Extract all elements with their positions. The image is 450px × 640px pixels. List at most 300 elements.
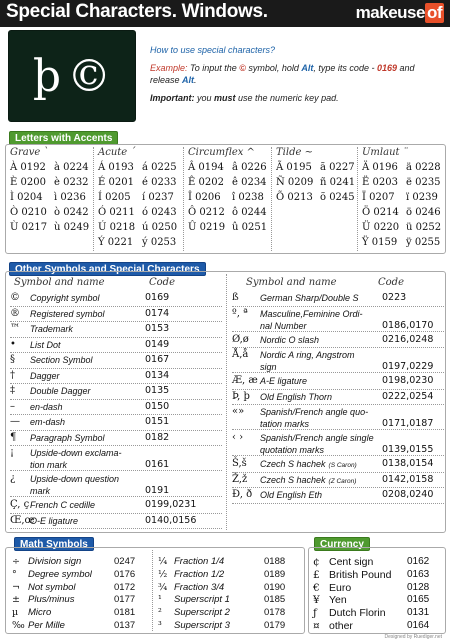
currency-row: [313, 607, 386, 619]
accent-entry: Ó 0211: [98, 207, 135, 218]
math-symbols-table: [5, 547, 305, 634]
accent-entry: Á 0193: [98, 162, 134, 173]
symbol-name: [260, 391, 332, 403]
symbol-name: Division sign: [28, 556, 82, 567]
special-chars-badge: [8, 30, 136, 122]
accent-entry: ë 0235: [406, 177, 441, 188]
accent-entry: â 0226: [232, 162, 267, 173]
symbol-glyph: Ž,ž: [232, 473, 248, 485]
accent-entry: Ö 0214: [362, 207, 399, 218]
other-symbols-table: [5, 271, 446, 533]
accent-entry: Ê 0202: [188, 177, 224, 188]
currency-name: Yen: [329, 594, 347, 607]
symbol-name-text: Old English Thorn: [260, 391, 333, 402]
right-head-code: Code: [378, 277, 404, 288]
symbol-name-text: Masculine,Feminine Ordi-: [260, 308, 363, 319]
accent-entry: ï 0239: [406, 192, 438, 203]
copyright-glyph: ©: [67, 50, 112, 102]
symbol-glyph: Æ, æ: [232, 375, 258, 386]
symbol-name: Fraction 1/2: [174, 568, 225, 580]
symbol-row: [10, 401, 225, 413]
currency-glyph: €: [313, 581, 320, 594]
symbol-code: 0188: [264, 556, 286, 567]
symbol-name-text: Copyright symbol: [30, 293, 100, 303]
symbol-code: 0140,0156: [145, 514, 197, 526]
symbol-name: [30, 416, 65, 428]
row-rule: [232, 404, 444, 405]
accent-entry: ì 0236: [54, 192, 86, 203]
currency-row: [313, 582, 351, 594]
symbol-note: (Z Caron): [328, 477, 357, 485]
symbol-code: 0181: [114, 607, 136, 619]
accent-row: [10, 175, 94, 190]
accent-row: [188, 175, 272, 190]
symbol-name-text: tion mark: [30, 460, 68, 470]
symbol-code: 0171,0187: [382, 418, 434, 429]
accent-entry: ö 0246: [406, 207, 441, 218]
accent-row: [10, 160, 94, 175]
accent-entry: È 0200: [10, 177, 46, 188]
currency-code: 0163: [407, 568, 430, 580]
currency-row: [313, 620, 353, 632]
symbol-note: (S Caron): [328, 462, 357, 469]
symbol-name: Superscript 3: [174, 620, 230, 631]
accent-entry: ô 0244: [232, 207, 267, 218]
accent-column: [188, 147, 272, 235]
symbol-name-text: Czech S hachek: [260, 474, 326, 485]
symbol-code: 0197,0229: [382, 361, 434, 372]
designer-credit: Designed by Ruediger.net: [384, 634, 442, 640]
symbol-code: 0191: [145, 485, 170, 496]
symbol-glyph: ß: [232, 292, 239, 303]
symbol-row: [12, 569, 92, 581]
symbol-glyph: º, ª: [232, 307, 248, 319]
symbol-code: 0176: [114, 568, 136, 580]
symbol-glyph: Þ, þ: [232, 390, 250, 402]
accent-entry: Ï 0207: [362, 192, 395, 203]
symbol-glyph: Ç, ç: [10, 499, 30, 510]
row-rule: [10, 383, 222, 384]
symbol-name-text: Upside-down question: [30, 474, 120, 484]
symbol-row: [158, 556, 224, 568]
accent-row: [98, 190, 182, 205]
symbol-code: 0190: [264, 581, 286, 593]
symbol-name: [260, 432, 374, 456]
symbol-code: 0247: [114, 556, 136, 567]
accent-entry: À 0192: [10, 162, 46, 173]
row-rule: [232, 487, 444, 488]
others-label: Other Symbols and Special Characters: [9, 262, 206, 276]
symbol-name: [30, 323, 73, 335]
symbol-name-text: quotation marks: [260, 445, 325, 455]
symbol-name-text: German Sharp/Double S: [260, 293, 359, 303]
accent-row: [362, 205, 446, 220]
symbol-glyph: —: [10, 416, 20, 427]
symbol-code: 0179: [264, 620, 286, 631]
accent-entry: ó 0243: [142, 207, 177, 218]
symbol-name: [30, 308, 105, 320]
row-rule: [10, 399, 222, 400]
row-rule: [10, 306, 222, 307]
symbol-name: Fraction 1/4: [174, 556, 225, 567]
accent-entry: à 0224: [54, 162, 89, 173]
symbol-name: [30, 292, 100, 304]
symbol-name: [260, 334, 319, 346]
symbol-name-text: nal Number: [260, 320, 307, 331]
symbol-name-text: tation marks: [260, 419, 310, 429]
symbol-name: Not symbol: [28, 581, 76, 593]
symbol-row: [158, 607, 230, 619]
accent-column: [10, 147, 94, 235]
symbol-row: [232, 432, 447, 456]
accent-entry: ò 0242: [54, 207, 89, 218]
row-rule: [10, 368, 222, 369]
symbol-row: [12, 607, 51, 619]
symbol-row: [10, 323, 225, 335]
currency-glyph: ƒ: [313, 607, 317, 620]
row-rule: [10, 414, 222, 415]
accent-entry: ñ 0241: [320, 177, 356, 188]
accent-row: [98, 175, 182, 190]
symbol-name: Per Mille: [28, 620, 65, 631]
accent-row: [98, 220, 182, 235]
symbol-code: 0189: [264, 568, 286, 580]
accent-entry: Ã 0195: [276, 162, 312, 173]
top-bar: [0, 0, 450, 27]
symbol-glyph: ²: [158, 607, 162, 619]
currency-glyph: ¢: [313, 556, 320, 568]
symbol-name-text: Upside-down exclama-: [30, 448, 122, 458]
row-rule: [10, 496, 222, 497]
accent-entry: ú 0250: [142, 222, 178, 233]
row-rule: [232, 347, 444, 348]
symbol-name: [260, 308, 363, 332]
symbol-name-text: sign: [260, 362, 277, 372]
currency-name: Dutch Florin: [329, 607, 386, 620]
accent-row: [98, 160, 182, 175]
accent-row: [276, 160, 360, 175]
symbol-name: [260, 349, 355, 373]
math-label: Math Symbols: [14, 537, 94, 551]
symbol-glyph: ³: [158, 620, 162, 631]
symbol-row: [232, 375, 447, 387]
symbol-name-text: mark: [30, 486, 50, 496]
column-divider: [226, 274, 227, 530]
accent-column-head: Circumflex ^: [188, 147, 255, 158]
symbol-row: [10, 432, 225, 444]
symbol-name: [30, 401, 63, 413]
symbol-row: [10, 385, 225, 397]
accent-row: [10, 220, 94, 235]
symbol-row: [10, 292, 225, 304]
symbol-code: 0139,0155: [382, 444, 434, 455]
symbol-code: 0142,0158: [382, 473, 434, 485]
right-head-symbol: Symbol and name: [246, 277, 337, 288]
row-rule: [232, 372, 444, 373]
accent-entry: ý 0253: [142, 237, 177, 248]
symbol-glyph: ¶: [10, 431, 17, 443]
accent-column-head: Tilde ~: [276, 147, 313, 158]
symbol-glyph: ÷: [12, 556, 20, 567]
symbol-glyph: ¡: [10, 447, 15, 458]
symbol-glyph: •: [10, 338, 16, 350]
symbol-code: 0138,0154: [382, 458, 434, 469]
currency-code: 0164: [407, 620, 430, 631]
column-divider: [183, 147, 184, 251]
accent-entry: Ò 0210: [10, 207, 47, 218]
symbol-glyph: ¿: [10, 473, 16, 484]
symbol-glyph: Ø,ø: [232, 333, 249, 345]
symbol-row: [12, 594, 74, 606]
symbol-name-text: Nordic A ring, Angstrom: [260, 350, 355, 360]
symbol-row: [232, 489, 447, 501]
symbol-glyph: Ð, ð: [232, 489, 253, 500]
howto-section: [150, 44, 442, 110]
row-rule: [232, 503, 444, 504]
symbol-name-text: Spanish/French angle quo-: [260, 407, 369, 417]
symbol-code: 0153: [145, 323, 170, 334]
accent-column-head: Acute ´: [98, 147, 136, 158]
symbol-code: 0186,0170: [382, 319, 434, 331]
currency-code: 0131: [407, 607, 430, 619]
symbol-glyph: –: [10, 400, 15, 412]
symbol-row: [158, 594, 230, 606]
symbol-glyph: †: [10, 369, 15, 381]
row-rule: [10, 513, 222, 514]
symbol-name: [30, 473, 119, 497]
symbol-name: [30, 515, 78, 527]
row-rule: [232, 429, 444, 430]
symbol-name-text: en-dash: [30, 401, 63, 412]
symbol-name: [260, 489, 322, 501]
row-rule: [232, 472, 444, 473]
symbol-row: [10, 473, 225, 497]
accent-row: [188, 205, 272, 220]
symbol-code: 0177: [114, 594, 136, 606]
symbol-name: Plus/minus: [28, 594, 75, 606]
symbol-glyph: µ: [12, 607, 19, 619]
important-text: Important: you must use the numeric key pad.: [150, 93, 339, 103]
accent-row: [276, 175, 360, 190]
accent-entry: ü 0252: [406, 222, 442, 233]
symbol-name-text: Czech S hachek: [260, 459, 326, 469]
symbol-name: [260, 292, 359, 304]
symbol-row: [10, 339, 225, 351]
symbol-name-text: em-dash: [30, 417, 66, 427]
symbol-glyph: «»: [232, 406, 245, 417]
symbol-code: 0169: [145, 292, 170, 303]
accent-entry: Ú 0218: [98, 222, 136, 233]
symbol-name: [30, 370, 60, 382]
accent-row: [362, 190, 446, 205]
page-title: Special Characters. Windows.: [6, 1, 268, 22]
symbol-name: [30, 385, 91, 397]
symbol-code: 0150: [145, 400, 170, 412]
symbol-code: 0198,0230: [382, 375, 434, 386]
symbol-name: Micro: [28, 607, 52, 619]
column-divider: [271, 147, 272, 251]
currency-code: 0165: [407, 594, 430, 606]
symbol-name-text: Trademark: [30, 324, 73, 334]
symbol-code: 0167: [145, 354, 170, 365]
symbol-glyph: ®: [10, 307, 20, 319]
symbol-glyph: ©: [10, 292, 20, 303]
symbol-row: [10, 354, 225, 366]
column-divider: [93, 147, 94, 251]
symbol-row: [12, 582, 76, 594]
symbol-code: 0137: [114, 620, 136, 631]
symbol-name: Degree symbol: [28, 568, 92, 580]
symbol-code: 0161: [145, 459, 170, 470]
column-divider: [357, 147, 358, 251]
symbol-glyph: °: [12, 568, 17, 580]
symbol-row: [232, 391, 447, 403]
accent-entry: û 0251: [232, 222, 268, 233]
symbol-row: [10, 499, 225, 511]
symbol-code: 0178: [264, 607, 286, 619]
accent-entry: ä 0228: [406, 162, 441, 173]
symbol-glyph: ‰: [12, 620, 25, 631]
currency-name: British Pound: [329, 568, 392, 581]
currency-glyph: £: [313, 568, 320, 581]
symbol-name-text: Section Symbol: [30, 355, 93, 365]
accent-entry: Ë 0203: [362, 177, 398, 188]
symbol-code: 0182: [145, 431, 170, 443]
symbol-code: 0174: [145, 307, 170, 319]
accent-row: [98, 205, 182, 220]
currency-row: [313, 556, 373, 568]
symbol-row: [10, 416, 225, 428]
symbol-name-text: Nordic O slash: [260, 334, 320, 345]
accent-entry: ÿ 0255: [406, 237, 441, 248]
howto-heading: How to use special characters?: [150, 45, 276, 55]
row-rule: [10, 321, 222, 322]
currency-code: 0128: [407, 581, 430, 593]
row-rule: [10, 445, 222, 446]
symbol-row: [158, 569, 224, 581]
accents-table: [5, 144, 446, 254]
symbol-glyph: Š,š: [232, 458, 247, 469]
symbol-glyph: ‹ ›: [232, 432, 244, 443]
accent-entry: ù 0249: [54, 222, 90, 233]
accent-entry: Ô 0212: [188, 207, 225, 218]
symbol-code: 0134: [145, 369, 170, 381]
symbol-name-text: French C cedille: [30, 500, 96, 510]
accent-row: [188, 220, 272, 235]
symbol-name-text: Paragraph Symbol: [30, 432, 105, 443]
symbol-row: [232, 292, 447, 304]
accent-entry: Î 0206: [188, 192, 221, 203]
accent-column: [276, 147, 360, 205]
symbol-name-text: Old English Eth: [260, 490, 323, 500]
symbol-glyph: ‡: [10, 385, 15, 396]
symbol-row: [10, 308, 225, 320]
currency-row: [313, 569, 391, 581]
symbol-name: [30, 432, 105, 444]
symbol-name: Superscript 2: [174, 607, 230, 619]
symbol-glyph: Å,å: [232, 349, 249, 360]
accent-row: [98, 235, 182, 250]
accent-entry: ã 0227: [320, 162, 355, 173]
symbol-glyph: ™: [10, 323, 20, 334]
row-rule: [232, 455, 444, 456]
symbol-code: 0135: [145, 385, 170, 396]
row-rule: [10, 470, 222, 471]
accent-entry: Â 0194: [188, 162, 224, 173]
symbol-row: [232, 308, 447, 332]
accent-entry: é 0233: [142, 177, 177, 188]
accent-row: [362, 175, 446, 190]
symbol-code: 0172: [114, 581, 136, 593]
accent-entry: Í 0205: [98, 192, 131, 203]
accent-row: [276, 190, 360, 205]
row-rule: [10, 352, 222, 353]
accent-entry: Ä 0196: [362, 162, 398, 173]
symbol-glyph: ¼: [158, 556, 168, 567]
accent-row: [362, 220, 446, 235]
symbol-glyph: ¹: [158, 594, 162, 606]
accents-label: Letters with Accents: [9, 131, 118, 145]
makeuseof-logo: makeuse of: [355, 3, 442, 22]
symbol-name-text: Registered symbol: [30, 308, 105, 319]
symbol-row: [10, 370, 225, 382]
accent-row: [362, 235, 446, 250]
accent-column-head: Grave `: [10, 147, 49, 158]
accent-row: [362, 160, 446, 175]
symbol-name: Fraction 3/4: [174, 581, 225, 593]
currency-glyph: ¥: [313, 594, 320, 607]
accent-entry: õ 0245: [320, 192, 355, 203]
accent-entry: Ñ 0209: [276, 177, 314, 188]
accent-entry: î 0238: [232, 192, 264, 203]
symbol-row: [232, 349, 447, 373]
left-head-code: Code: [149, 277, 175, 288]
symbol-glyph: ¾: [158, 581, 168, 593]
currency-code: 0162: [407, 556, 430, 567]
symbol-glyph: ½: [158, 568, 168, 580]
currency-glyph: ¤: [313, 620, 320, 632]
row-rule: [232, 331, 444, 332]
symbol-name: [260, 474, 356, 488]
row-rule: [10, 337, 222, 338]
accent-entry: ê 0234: [232, 177, 267, 188]
symbol-name: [30, 499, 95, 511]
accent-row: [10, 190, 94, 205]
symbol-name-text: Double Dagger: [30, 386, 91, 396]
accent-entry: Û 0219: [188, 222, 226, 233]
currency-name: Cent sign: [329, 556, 374, 568]
currency-row: [313, 594, 347, 606]
symbol-row: [232, 406, 447, 430]
accent-entry: í 0237: [142, 192, 174, 203]
symbol-name-text: A-E ligature: [260, 376, 308, 386]
accent-entry: Ÿ 0159: [362, 237, 398, 248]
accent-column: [362, 147, 446, 250]
symbol-name: [260, 458, 357, 472]
accent-entry: á 0225: [142, 162, 177, 173]
accent-row: [10, 205, 94, 220]
symbol-row: [12, 620, 65, 632]
symbol-code: 0199,0231: [145, 499, 197, 510]
symbol-code: 0216,0248: [382, 333, 434, 345]
accent-row: [188, 160, 272, 175]
symbol-name: Superscript 1: [174, 594, 230, 606]
accent-column-head: Umlaut ¨: [362, 147, 408, 158]
currency-label: Currency: [314, 537, 370, 551]
row-rule: [232, 389, 444, 390]
symbol-code: 0222,0254: [382, 390, 434, 402]
example-text: Example: To input the © symbol, hold Alt, type its code - 0169 and release Alt.: [150, 63, 415, 85]
